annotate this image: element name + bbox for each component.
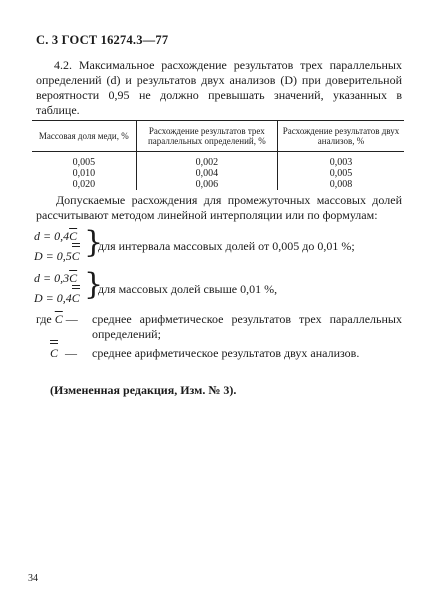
c-double-bar-symbol: C	[71, 249, 80, 263]
table-header-parallel-determinations: Расхождение результатов трех параллельных определений, %	[136, 121, 277, 152]
formula-D-1: D = 0,5C	[34, 249, 80, 263]
legend-item-2-text: среднее арифметическое результатов двух анализов.	[92, 346, 360, 360]
formula-d-1: $d = 0,4\overline{C}$	[34, 229, 78, 243]
table-row	[32, 179, 404, 190]
legend-item-2: C —	[50, 346, 78, 360]
table-header-copper-fraction: Массовая доля меди, %	[32, 121, 136, 152]
formula-group2-condition: для массовых долей свыше 0,01 %,	[98, 282, 278, 296]
legend-item-1-text: среднее арифметическое результатов трех параллельных определений;	[92, 312, 402, 341]
c-bar-symbol: $\overline{C}$	[54, 312, 63, 326]
brace-icon: }	[84, 267, 104, 302]
table-cell: 0,008	[278, 179, 404, 190]
table-cell: 0,002	[136, 152, 277, 169]
paragraph-interpolation: Допускаемые расхождения для промежуточных массовых долей рассчитывают методом линейной интерполяции или по формулам:	[36, 193, 402, 222]
table-cell: 0,010	[72, 168, 96, 179]
table-cell: 0,005	[278, 168, 404, 179]
table-cell: 0,003	[278, 152, 404, 169]
table-row	[32, 168, 404, 179]
c-double-bar-symbol: C	[71, 291, 80, 305]
c-bar-symbol: $\overline{C}$	[69, 229, 78, 243]
table-cell: 0,004	[136, 168, 277, 179]
tolerance-table	[32, 120, 404, 190]
table-header-two-analyses: Расхождение результатов двух анализов, %	[278, 121, 404, 152]
table-cell: 0,005	[72, 157, 96, 168]
table-cell: 0,006	[136, 179, 277, 190]
table-row	[32, 152, 404, 169]
c-bar-symbol: $\overline{C}$	[69, 271, 78, 285]
formula-group1-condition: для интервала массовых долей от 0,005 до 0,01 %;	[98, 239, 355, 253]
formula-D-2: D = 0,4C	[34, 291, 80, 305]
legend-item-1: где $\overline{C}$ —	[36, 312, 78, 326]
c-double-bar-symbol: C	[50, 346, 59, 360]
page-number: 34	[28, 573, 38, 584]
paragraph-4-2: 4.2. Максимальное расхождение результатов трех параллельных определений (d) и результатов двух анализов (D) при доверительной вероятности 0,95 не должно превышать значений, указанных в таблице.	[36, 58, 402, 117]
brace-icon: }	[84, 225, 104, 260]
page-header: С. 3 ГОСТ 16274.3—77	[36, 33, 169, 47]
formula-d-2: $d = 0,3\overline{C}$	[34, 271, 78, 285]
edit-note: (Измененная редакция, Изм. № 3).	[50, 383, 237, 397]
table-cell: 0,020	[72, 179, 96, 190]
